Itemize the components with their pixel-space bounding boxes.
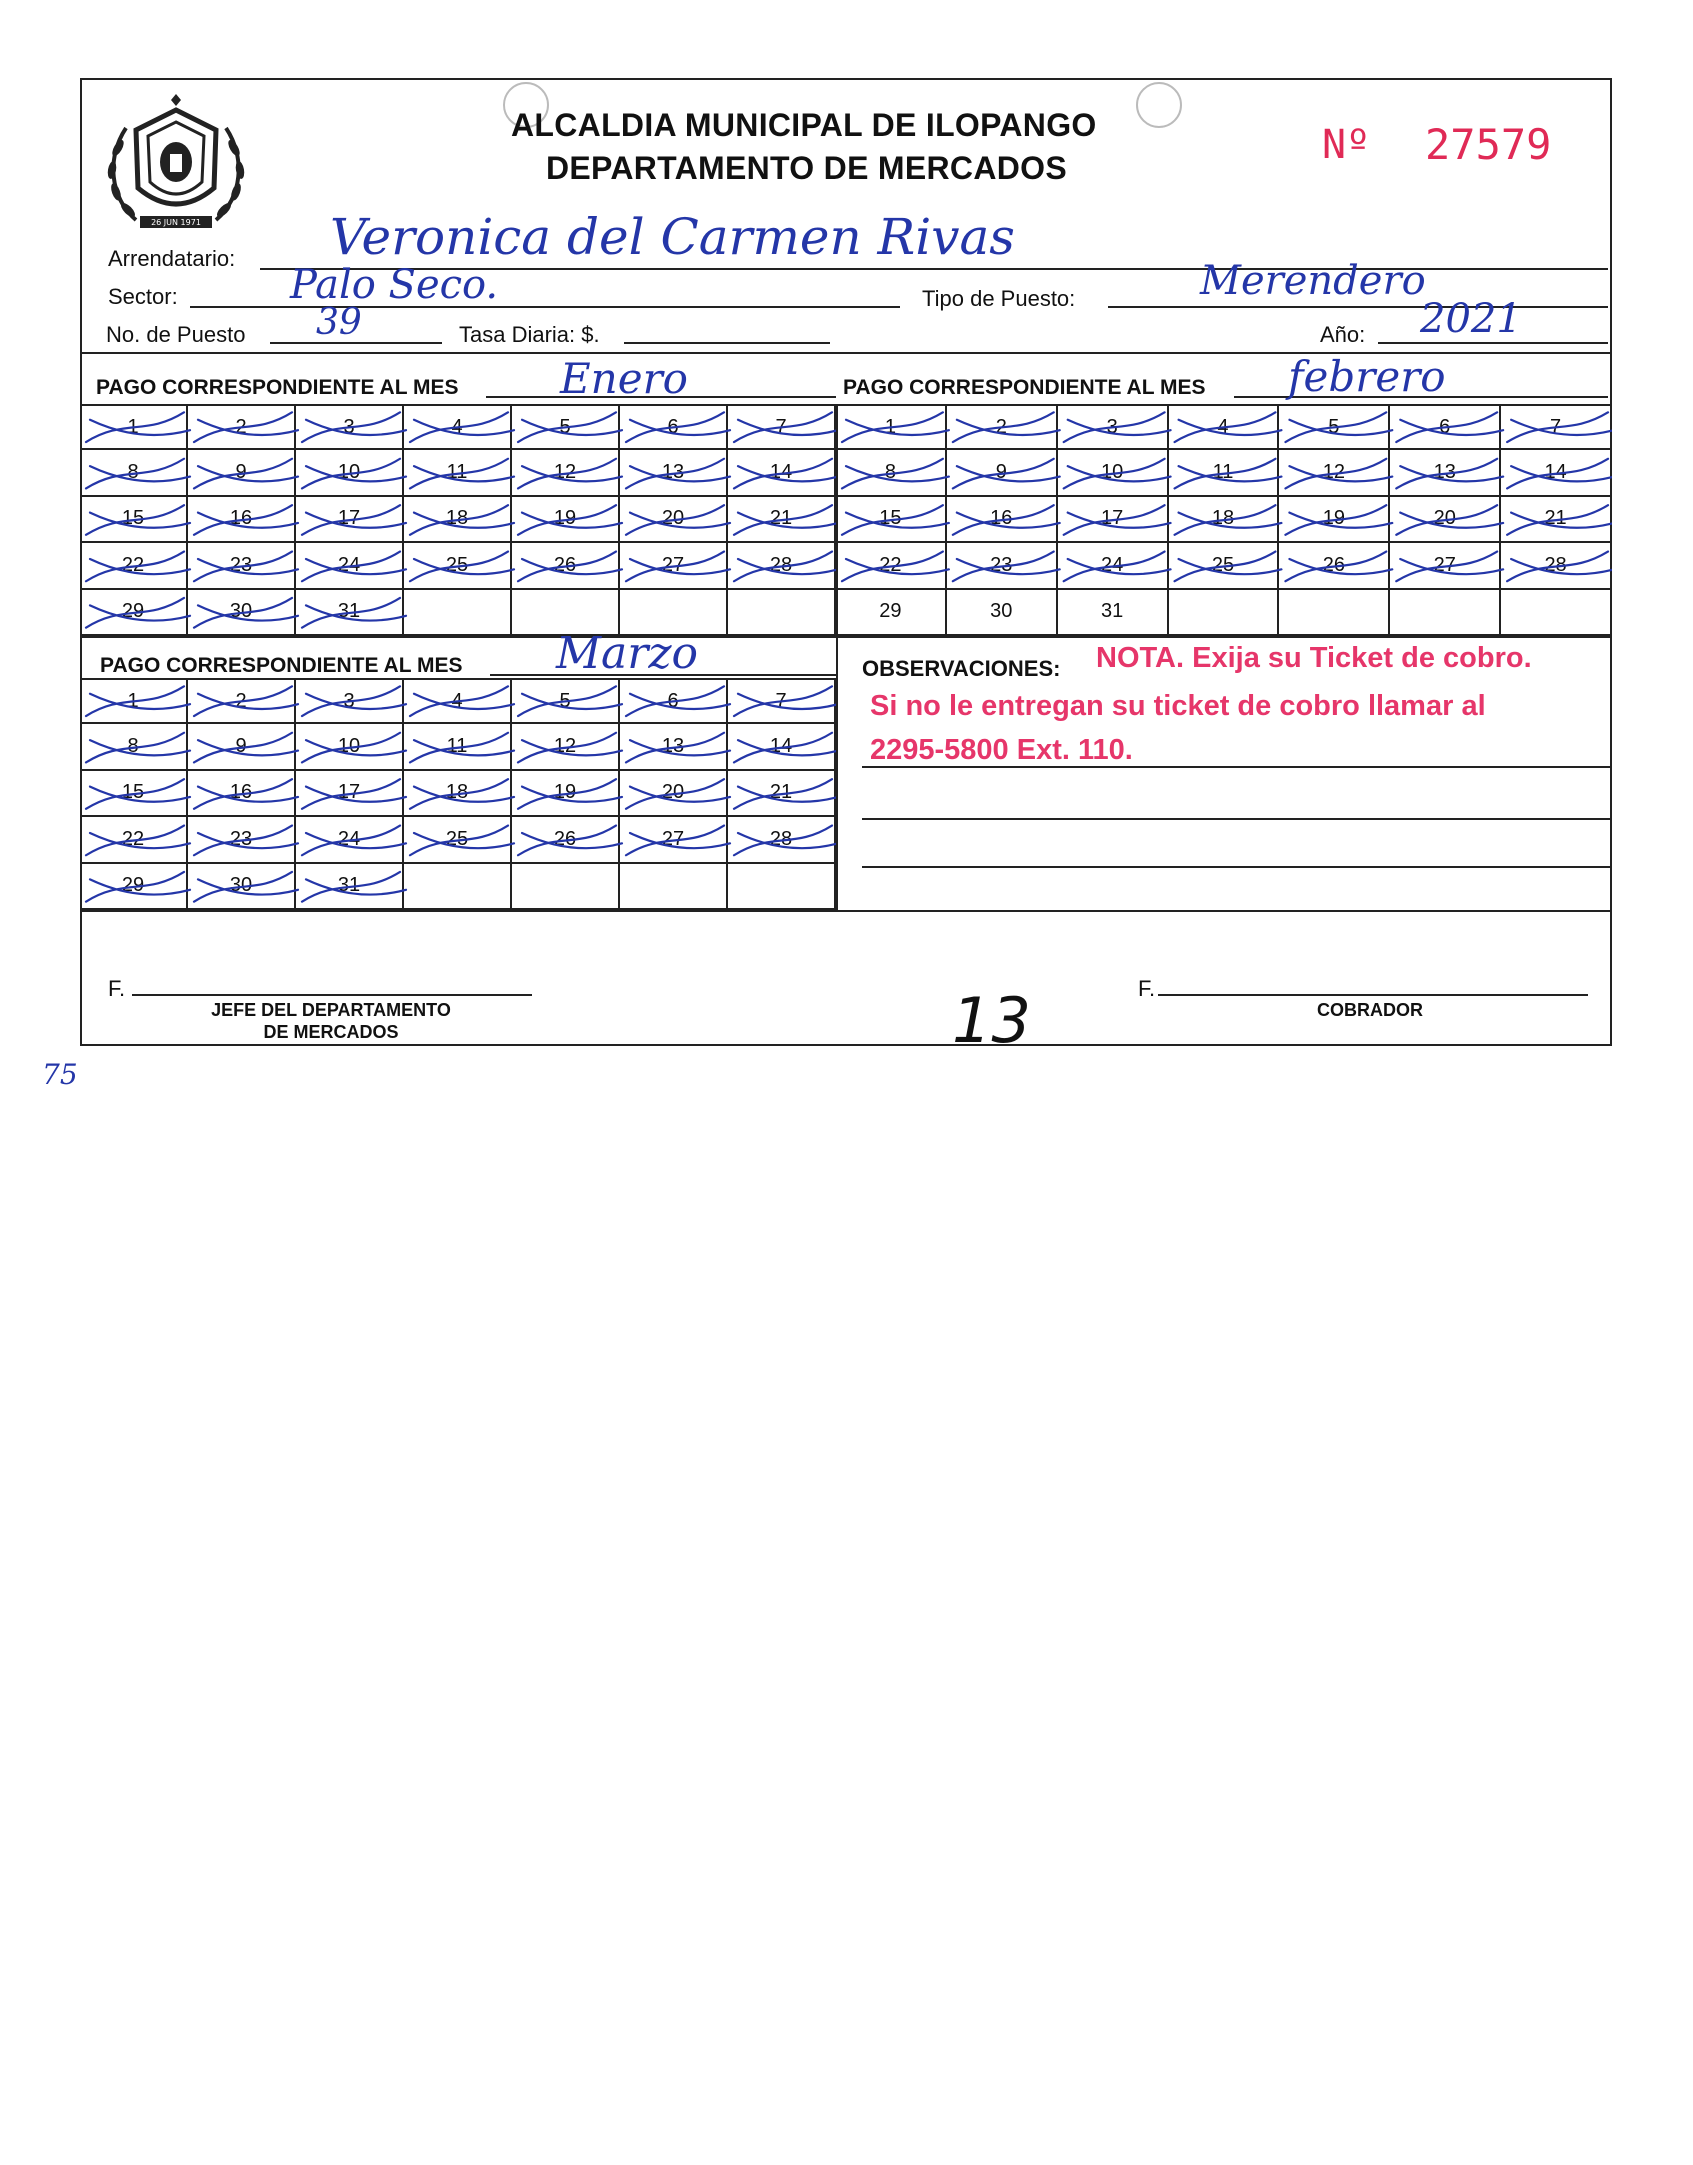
puesto-value[interactable]: 39 bbox=[316, 302, 362, 343]
day-cell[interactable] bbox=[404, 678, 512, 724]
day-number: 19 bbox=[553, 507, 577, 530]
margin-annotation: 75 bbox=[42, 1058, 78, 1091]
jefe-caption-line2: DE MERCADOS bbox=[263, 1022, 399, 1042]
day-cell[interactable] bbox=[296, 543, 404, 589]
day-cell[interactable] bbox=[188, 771, 296, 817]
day-cell[interactable] bbox=[947, 543, 1058, 589]
day-cell[interactable] bbox=[80, 771, 188, 817]
day-number: 7 bbox=[1550, 415, 1562, 438]
day-number: 27 bbox=[661, 827, 685, 850]
day-number: 5 bbox=[1328, 415, 1340, 438]
day-cell[interactable] bbox=[1279, 543, 1390, 589]
tasa-label: Tasa Diaria: $. bbox=[459, 322, 600, 347]
day-cell[interactable] bbox=[1169, 450, 1280, 496]
empty-cell bbox=[404, 590, 512, 636]
day-cell[interactable] bbox=[188, 543, 296, 589]
day-number: 30 bbox=[990, 600, 1013, 623]
day-number: 14 bbox=[769, 735, 793, 758]
observaciones-label: OBSERVACIONES: bbox=[862, 656, 1061, 681]
day-cell[interactable] bbox=[188, 678, 296, 724]
day-number: 9 bbox=[235, 735, 247, 758]
day-number: 7 bbox=[775, 415, 787, 438]
day-cell[interactable] bbox=[1501, 450, 1612, 496]
day-cell[interactable] bbox=[947, 404, 1058, 450]
day-number: 15 bbox=[121, 507, 145, 530]
day-number: 11 bbox=[446, 735, 468, 758]
day-number: 23 bbox=[990, 553, 1013, 576]
day-cell[interactable] bbox=[1058, 590, 1169, 636]
day-cell[interactable] bbox=[80, 404, 188, 450]
day-number: 27 bbox=[661, 553, 685, 576]
day-cell[interactable] bbox=[1279, 497, 1390, 543]
day-number: 18 bbox=[1211, 507, 1235, 530]
section-divider bbox=[80, 910, 1612, 912]
day-number: 25 bbox=[445, 827, 469, 850]
empty-cell bbox=[1390, 590, 1501, 636]
day-number: 29 bbox=[121, 600, 145, 623]
day-number: 12 bbox=[553, 735, 577, 758]
calendar-grid-enero bbox=[80, 404, 836, 636]
day-number: 7 bbox=[775, 689, 787, 712]
seal-date-text: 26 JUN 1971 bbox=[151, 218, 201, 227]
tasa-line bbox=[624, 342, 830, 344]
day-number: 12 bbox=[1322, 461, 1345, 484]
day-cell[interactable] bbox=[80, 864, 188, 910]
day-cell[interactable] bbox=[188, 817, 296, 863]
tipo-puesto-label: Tipo de Puesto: bbox=[922, 286, 1076, 311]
day-cell[interactable] bbox=[728, 817, 836, 863]
day-number: 8 bbox=[884, 461, 896, 484]
day-cell[interactable] bbox=[1390, 497, 1501, 543]
municipal-seal-icon bbox=[96, 88, 256, 238]
day-cell[interactable] bbox=[1169, 404, 1280, 450]
day-cell[interactable] bbox=[80, 724, 188, 770]
signature-f-label-cobrador: F. bbox=[1138, 976, 1156, 1001]
handwritten-page-number: 13 bbox=[952, 984, 1031, 1057]
day-number: 26 bbox=[1322, 553, 1345, 576]
day-cell[interactable] bbox=[728, 543, 836, 589]
day-cell[interactable] bbox=[512, 404, 620, 450]
day-number: 4 bbox=[1217, 415, 1229, 438]
empty-cell bbox=[728, 864, 836, 910]
puesto-label: No. de Puesto bbox=[106, 322, 246, 347]
day-cell[interactable] bbox=[728, 450, 836, 496]
day-cell[interactable] bbox=[1169, 543, 1280, 589]
observaciones-line bbox=[862, 766, 1612, 768]
day-number: 11 bbox=[446, 461, 468, 484]
day-number: 26 bbox=[553, 827, 577, 850]
day-cell[interactable] bbox=[728, 678, 836, 724]
day-number: 2 bbox=[235, 689, 247, 712]
day-cell[interactable] bbox=[1058, 404, 1169, 450]
day-cell[interactable] bbox=[188, 404, 296, 450]
arrendatario-label: Arrendatario: bbox=[108, 246, 236, 271]
day-cell[interactable] bbox=[836, 497, 947, 543]
day-cell[interactable] bbox=[620, 771, 728, 817]
day-cell[interactable] bbox=[1058, 450, 1169, 496]
day-number: 17 bbox=[337, 781, 361, 804]
empty-cell bbox=[728, 590, 836, 636]
day-number: 29 bbox=[879, 600, 902, 623]
folio-label: Nº bbox=[1322, 122, 1371, 168]
tipo-puesto-line bbox=[1108, 306, 1608, 308]
day-number: 16 bbox=[990, 507, 1013, 530]
day-cell[interactable] bbox=[404, 771, 512, 817]
day-number: 4 bbox=[451, 689, 463, 712]
day-number: 10 bbox=[337, 461, 361, 484]
calendar-grid-febrero bbox=[836, 404, 1612, 636]
day-number: 17 bbox=[1101, 507, 1124, 530]
jefe-caption-line1: JEFE DEL DEPARTAMENTO bbox=[211, 1000, 451, 1020]
day-number: 22 bbox=[879, 553, 902, 576]
day-cell[interactable] bbox=[620, 404, 728, 450]
day-cell[interactable] bbox=[620, 678, 728, 724]
day-cell[interactable] bbox=[512, 450, 620, 496]
day-number: 13 bbox=[661, 735, 685, 758]
month-header-label-2: PAGO CORRESPONDIENTE AL MES bbox=[843, 376, 1206, 399]
day-number: 15 bbox=[121, 781, 145, 804]
day-cell[interactable] bbox=[620, 817, 728, 863]
day-cell[interactable] bbox=[404, 450, 512, 496]
day-number: 28 bbox=[769, 553, 793, 576]
day-cell[interactable] bbox=[1390, 404, 1501, 450]
day-number: 23 bbox=[229, 827, 253, 850]
day-cell[interactable] bbox=[1169, 497, 1280, 543]
day-number: 18 bbox=[445, 781, 469, 804]
empty-cell bbox=[512, 590, 620, 636]
day-number: 5 bbox=[559, 415, 571, 438]
day-cell[interactable] bbox=[1279, 404, 1390, 450]
day-cell[interactable] bbox=[620, 450, 728, 496]
day-number: 18 bbox=[445, 507, 469, 530]
day-number: 20 bbox=[661, 781, 685, 804]
day-number: 3 bbox=[343, 689, 355, 712]
day-number: 9 bbox=[235, 461, 247, 484]
day-number: 1 bbox=[884, 415, 896, 438]
day-number: 24 bbox=[337, 553, 361, 576]
day-cell[interactable] bbox=[512, 817, 620, 863]
day-cell[interactable] bbox=[188, 497, 296, 543]
empty-cell bbox=[1279, 590, 1390, 636]
day-number: 20 bbox=[661, 507, 685, 530]
arrendatario-value[interactable]: Veronica del Carmen Rivas bbox=[330, 208, 1015, 266]
day-cell[interactable] bbox=[296, 771, 404, 817]
day-number: 5 bbox=[559, 689, 571, 712]
day-number: 21 bbox=[769, 507, 793, 530]
anio-value[interactable]: 2021 bbox=[1420, 296, 1522, 342]
day-cell[interactable] bbox=[80, 590, 188, 636]
day-number: 3 bbox=[1106, 415, 1118, 438]
day-number: 30 bbox=[229, 874, 253, 897]
day-number: 16 bbox=[229, 507, 253, 530]
day-cell[interactable] bbox=[404, 724, 512, 770]
day-number: 9 bbox=[995, 461, 1007, 484]
day-cell[interactable] bbox=[296, 678, 404, 724]
day-cell[interactable] bbox=[1501, 404, 1612, 450]
day-number: 21 bbox=[1544, 507, 1567, 530]
month-name-1[interactable]: Enero bbox=[560, 354, 688, 403]
calendar-grid-marzo bbox=[80, 678, 836, 910]
day-cell[interactable] bbox=[1390, 450, 1501, 496]
day-cell[interactable] bbox=[296, 497, 404, 543]
day-number: 10 bbox=[337, 735, 361, 758]
nota-line-1: NOTA. Exija su Ticket de cobro. bbox=[1096, 642, 1532, 674]
day-cell[interactable] bbox=[620, 497, 728, 543]
day-number: 21 bbox=[769, 781, 793, 804]
day-cell[interactable] bbox=[947, 450, 1058, 496]
day-cell[interactable] bbox=[836, 450, 947, 496]
day-number: 2 bbox=[235, 415, 247, 438]
nota-line-3: 2295-5800 Ext. 110. bbox=[870, 734, 1133, 766]
day-number: 11 bbox=[1212, 461, 1234, 484]
day-number: 8 bbox=[127, 461, 139, 484]
day-number: 8 bbox=[127, 735, 139, 758]
day-number: 6 bbox=[667, 415, 679, 438]
signature-line-cobrador[interactable] bbox=[1158, 994, 1588, 996]
day-cell[interactable] bbox=[404, 817, 512, 863]
day-cell[interactable] bbox=[728, 771, 836, 817]
day-number: 19 bbox=[553, 781, 577, 804]
empty-cell bbox=[1169, 590, 1280, 636]
day-cell[interactable] bbox=[947, 590, 1058, 636]
day-cell[interactable] bbox=[1501, 543, 1612, 589]
day-number: 16 bbox=[229, 781, 253, 804]
day-number: 24 bbox=[1101, 553, 1124, 576]
empty-cell bbox=[404, 864, 512, 910]
empty-cell bbox=[620, 864, 728, 910]
day-number: 15 bbox=[879, 507, 902, 530]
sector-label: Sector: bbox=[108, 284, 178, 309]
day-cell[interactable] bbox=[512, 771, 620, 817]
day-number: 19 bbox=[1322, 507, 1345, 530]
observaciones-line bbox=[862, 866, 1612, 868]
signature-line-jefe[interactable] bbox=[132, 994, 532, 996]
day-number: 25 bbox=[445, 553, 469, 576]
department-title: DEPARTAMENTO DE MERCADOS bbox=[546, 150, 1067, 186]
day-cell[interactable] bbox=[1279, 450, 1390, 496]
day-cell[interactable] bbox=[80, 497, 188, 543]
day-cell[interactable] bbox=[1058, 497, 1169, 543]
month-header-label-3: PAGO CORRESPONDIENTE AL MES bbox=[100, 654, 463, 677]
day-number: 10 bbox=[1101, 461, 1124, 484]
day-number: 22 bbox=[121, 553, 145, 576]
day-cell[interactable] bbox=[512, 678, 620, 724]
day-cell[interactable] bbox=[620, 724, 728, 770]
day-cell[interactable] bbox=[296, 590, 404, 636]
day-number: 30 bbox=[229, 600, 253, 623]
day-number: 6 bbox=[667, 689, 679, 712]
day-cell[interactable] bbox=[1390, 543, 1501, 589]
day-number: 14 bbox=[1544, 461, 1567, 484]
day-cell[interactable] bbox=[80, 678, 188, 724]
day-number: 27 bbox=[1433, 553, 1456, 576]
day-cell[interactable] bbox=[836, 590, 947, 636]
day-cell[interactable] bbox=[512, 724, 620, 770]
day-cell[interactable] bbox=[296, 817, 404, 863]
cobrador-caption: COBRADOR bbox=[1317, 1000, 1423, 1020]
empty-cell bbox=[512, 864, 620, 910]
day-number: 1 bbox=[127, 415, 139, 438]
day-cell[interactable] bbox=[80, 543, 188, 589]
nota-line-2: Si no le entregan su ticket de cobro llamar al bbox=[870, 690, 1486, 722]
day-number: 25 bbox=[1211, 553, 1235, 576]
day-number: 2 bbox=[995, 415, 1007, 438]
day-cell[interactable] bbox=[728, 724, 836, 770]
signature-f-label-jefe: F. bbox=[108, 976, 126, 1001]
anio-label: Año: bbox=[1320, 322, 1366, 347]
day-number: 14 bbox=[769, 461, 793, 484]
month-name-3[interactable]: Marzo bbox=[556, 628, 698, 679]
day-cell[interactable] bbox=[836, 404, 947, 450]
day-number: 13 bbox=[661, 461, 685, 484]
day-number: 26 bbox=[553, 553, 577, 576]
day-number: 24 bbox=[337, 827, 361, 850]
anio-line bbox=[1378, 342, 1608, 344]
day-cell[interactable] bbox=[188, 724, 296, 770]
day-cell[interactable] bbox=[512, 543, 620, 589]
day-cell[interactable] bbox=[296, 404, 404, 450]
day-cell[interactable] bbox=[188, 450, 296, 496]
day-number: 23 bbox=[229, 553, 253, 576]
empty-cell bbox=[620, 590, 728, 636]
day-number: 6 bbox=[1439, 415, 1451, 438]
day-number: 28 bbox=[1544, 553, 1567, 576]
day-number: 3 bbox=[343, 415, 355, 438]
observaciones-line bbox=[862, 818, 1612, 820]
sector-value[interactable]: Palo Seco. bbox=[290, 262, 499, 308]
day-cell[interactable] bbox=[404, 543, 512, 589]
day-number: 31 bbox=[337, 874, 361, 897]
day-number: 20 bbox=[1433, 507, 1456, 530]
day-number: 22 bbox=[121, 827, 145, 850]
day-number: 13 bbox=[1433, 461, 1456, 484]
day-number: 17 bbox=[337, 507, 361, 530]
month-header-label-1: PAGO CORRESPONDIENTE AL MES bbox=[96, 376, 459, 399]
day-cell[interactable] bbox=[296, 724, 404, 770]
day-cell[interactable] bbox=[80, 817, 188, 863]
day-cell[interactable] bbox=[947, 497, 1058, 543]
month-name-2[interactable]: febrero bbox=[1288, 352, 1446, 401]
tipo-puesto-value[interactable]: Merendero bbox=[1200, 258, 1426, 304]
day-cell[interactable] bbox=[620, 543, 728, 589]
empty-cell bbox=[1501, 590, 1612, 636]
day-number: 4 bbox=[451, 415, 463, 438]
day-number: 29 bbox=[121, 874, 145, 897]
day-cell[interactable] bbox=[512, 497, 620, 543]
day-cell[interactable] bbox=[188, 590, 296, 636]
day-cell[interactable] bbox=[188, 864, 296, 910]
day-cell[interactable] bbox=[404, 404, 512, 450]
day-cell[interactable] bbox=[1058, 543, 1169, 589]
day-cell[interactable] bbox=[404, 497, 512, 543]
day-cell[interactable] bbox=[80, 450, 188, 496]
day-cell[interactable] bbox=[728, 404, 836, 450]
day-number: 28 bbox=[769, 827, 793, 850]
day-number: 31 bbox=[337, 600, 361, 623]
institution-title: ALCALDIA MUNICIPAL DE ILOPANGO bbox=[511, 107, 1097, 143]
day-number: 31 bbox=[1101, 600, 1124, 623]
day-cell[interactable] bbox=[836, 543, 947, 589]
section-divider bbox=[80, 636, 1612, 638]
day-cell[interactable] bbox=[728, 497, 836, 543]
day-cell[interactable] bbox=[296, 864, 404, 910]
day-number: 12 bbox=[553, 461, 577, 484]
day-number: 1 bbox=[127, 689, 139, 712]
day-cell[interactable] bbox=[1501, 497, 1612, 543]
day-cell[interactable] bbox=[296, 450, 404, 496]
folio-number: 27579 bbox=[1425, 120, 1552, 169]
